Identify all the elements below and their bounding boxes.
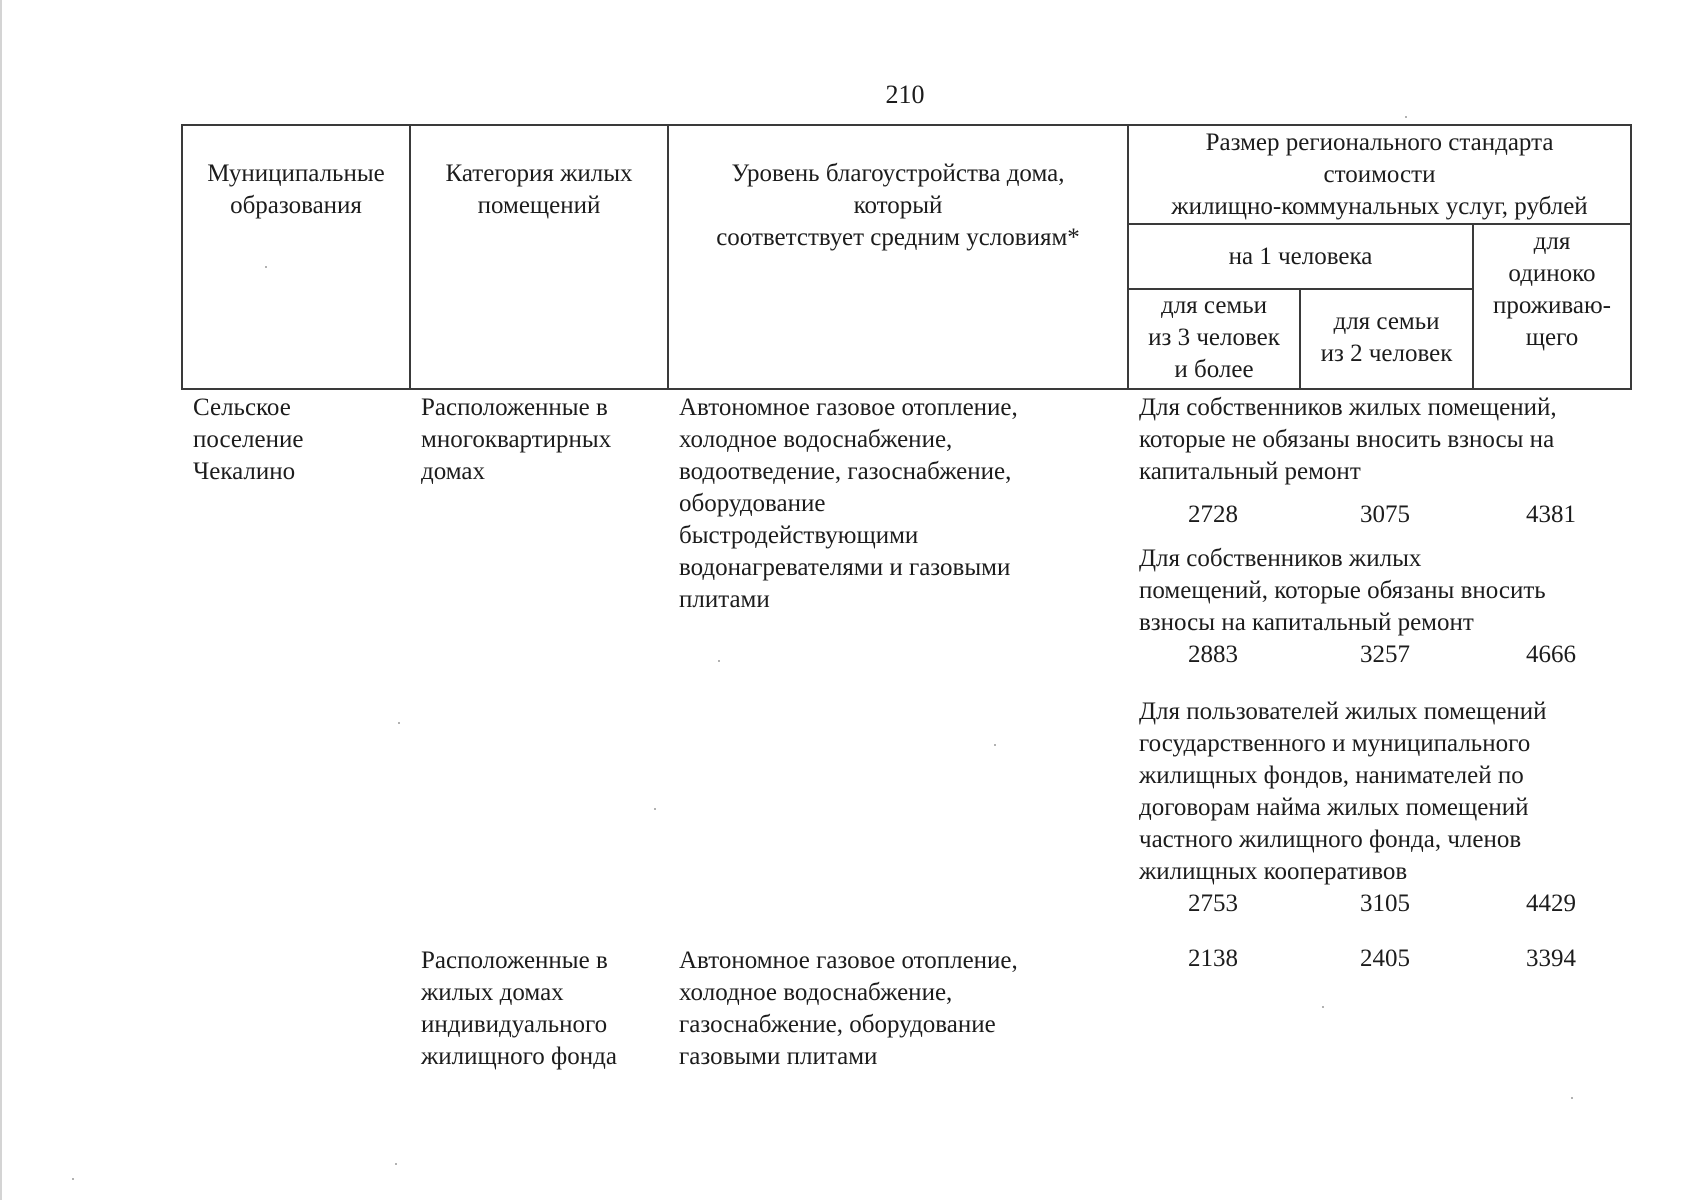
header-divider-group [1127, 223, 1632, 225]
header-vline-7 [1630, 124, 1632, 390]
amenities-line: холодное водоснабжение, [679, 979, 953, 1006]
category-line: многоквартирных [421, 426, 612, 453]
tenants-group-label: жилищных фондов, нанимателей по [1139, 762, 1524, 789]
category-line: домах [421, 458, 485, 485]
amenities-line: Автономное газовое отопление, [679, 394, 1018, 421]
amenities-line: холодное водоснабжение, [679, 426, 953, 453]
value-single: 4381 [1526, 501, 1576, 528]
header-single-2: одиноко [1508, 260, 1596, 287]
header-amenities-2: который [853, 192, 943, 219]
scan-speck [265, 266, 267, 268]
scan-edge [0, 0, 2, 1200]
value-family3: 2883 [1188, 641, 1238, 668]
tenants-group-label: жилищных кооперативов [1139, 858, 1408, 885]
scan-speck [994, 744, 996, 746]
scan-speck [72, 1178, 74, 1180]
header-amenities-1: Уровень благоустройства дома, [731, 160, 1065, 187]
header-category: Категория жилых помещений [445, 160, 633, 219]
header-family3-1: для семьи [1160, 292, 1268, 319]
header-bottom-border [181, 388, 1632, 390]
header-family3-3: и более [1174, 356, 1254, 383]
amenities-line: Автономное газовое отопление, [679, 947, 1018, 974]
owners-group-label: которые не обязаны вносить взносы на [1139, 426, 1555, 453]
header-family2-1: для семьи [1333, 308, 1440, 335]
header-municipality: Муниципальные образования [207, 160, 385, 219]
category-line: жилищного фонда [421, 1043, 617, 1070]
value-single: 3394 [1526, 945, 1576, 972]
owners-capital-group-label: помещений, которые обязаны вносить [1139, 577, 1546, 604]
scan-speck [398, 722, 400, 724]
amenities-line: водоотведение, газоснабжение, [679, 458, 1012, 485]
municipality-line: Чекалино [193, 458, 296, 485]
category-line: жилых домах [421, 979, 564, 1006]
value-single: 4666 [1526, 641, 1576, 668]
amenities-line: быстродействующими [679, 522, 919, 549]
header-standard-3: жилищно-коммунальных услуг, рублей [1171, 193, 1588, 220]
owners-group-label: Для собственников жилых помещений, [1139, 394, 1557, 421]
value-family2: 3257 [1360, 641, 1410, 668]
category-line: Расположенные в [421, 947, 608, 974]
value-family2: 3075 [1360, 501, 1410, 528]
owners-group-label: капитальный ремонт [1139, 458, 1361, 485]
tenants-group-label: государственного и муниципального [1139, 730, 1531, 757]
header-family2-2: из 2 человек [1320, 340, 1453, 367]
amenities-line: газовыми плитами [679, 1043, 878, 1070]
category-line: Расположенные в [421, 394, 608, 421]
value-family3: 2728 [1188, 501, 1238, 528]
value-family3: 2138 [1188, 945, 1238, 972]
owners-capital-group-label: Для собственников жилых [1139, 545, 1422, 572]
municipality-line: поселение [193, 426, 304, 453]
header-single-1: для [1533, 228, 1571, 255]
owners-capital-group-label: взносы на капитальный ремонт [1139, 609, 1474, 636]
scan-speck [718, 660, 720, 662]
value-family3: 2753 [1188, 890, 1238, 917]
scan-speck [395, 1163, 397, 1165]
header-amenities-3: соответствует средним условиям* [716, 224, 1080, 251]
amenities-line: газоснабжение, оборудование [679, 1011, 996, 1038]
header-single-4: щего [1525, 324, 1579, 351]
header-standard-2: стоимости [1323, 161, 1436, 188]
tenants-group-label: договорам найма жилых помещений [1139, 794, 1529, 821]
header-single-3: проживаю- [1493, 292, 1611, 319]
header-family3-2: из 3 человек [1148, 324, 1280, 351]
amenities-line: плитами [679, 586, 770, 613]
tenants-group-label: частного жилищного фонда, членов [1139, 826, 1522, 853]
tenants-group-label: Для пользователей жилых помещений [1139, 698, 1547, 725]
value-single: 4429 [1526, 890, 1576, 917]
municipality-line: Сельское [193, 394, 291, 421]
scan-speck [654, 808, 656, 810]
scan-speck [1322, 1006, 1324, 1008]
amenities-line: водонагревателями и газовыми [679, 554, 1011, 581]
scan-speck [1405, 116, 1407, 118]
value-family2: 2405 [1360, 945, 1410, 972]
header-top-border [181, 124, 1632, 126]
scan-speck [1571, 1097, 1573, 1099]
amenities-line: оборудование [679, 490, 826, 517]
value-family2: 3105 [1360, 890, 1410, 917]
header-standard-1: Размер регионального стандарта [1205, 129, 1554, 156]
header-per-person: на 1 человека [1228, 243, 1373, 270]
page-number: 210 [885, 80, 925, 109]
category-line: индивидуального [421, 1011, 608, 1038]
